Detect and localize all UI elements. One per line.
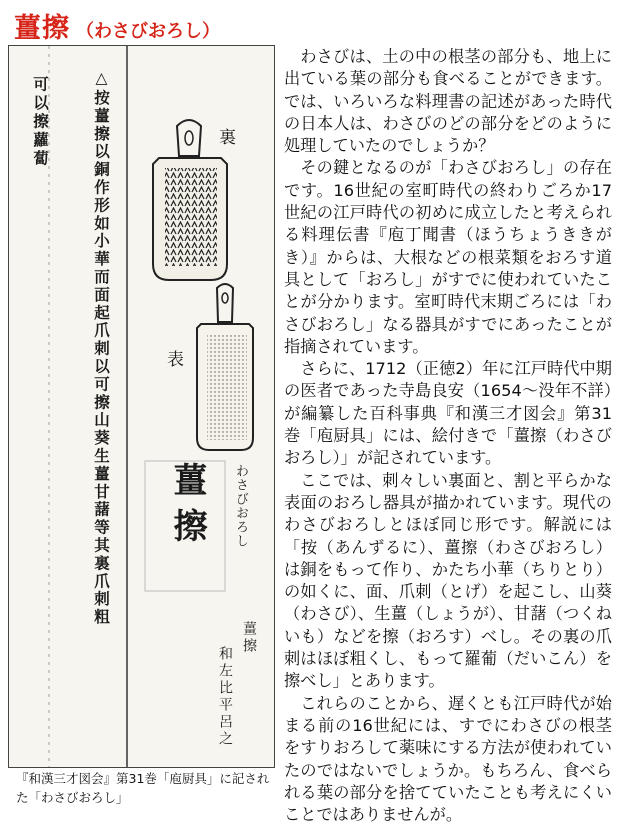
scan-dict-label: 薑擦 xyxy=(241,621,257,655)
page-title: 薑擦 xyxy=(14,13,70,44)
paragraph: その鍵となるのが「わさびおろし」の存在です。16世紀の室町時代の終わりごろか17世紀の江戸時代の初めに成立したと考えられる料理伝書『庖丁聞書（ほうちょうききがき）』からは、大根などの根菜類をおろす道具として「おろし」がすでに使われていたことが分かります。室町時代末期ごろには「わさびおろし」なる器具がすでにあったことが指摘されています。 xyxy=(284,158,612,356)
scan-text-continuation: 可以擦蘿蔔 xyxy=(31,76,50,169)
title-row xyxy=(14,6,220,46)
scan-heading: 薑擦 xyxy=(167,462,207,554)
scan-text-main: △按薑擦以銅作形如小華而面起爪刺以可擦山葵生薑甘藷等其裏爪刺粗 xyxy=(92,68,111,627)
article-body xyxy=(284,46,612,826)
scan-reading: わさびおろし xyxy=(233,464,248,548)
figure-caption: 『和漢三才図会』第31巻「庖厨具」に記された「わさびおろし」 xyxy=(16,771,270,805)
historical-scan xyxy=(8,45,275,768)
scan-dict-sub: 和左比平呂之 xyxy=(217,646,233,748)
paragraph: わさびは、土の中の根茎の部分も、地上に出ている葉の部分も食べることができます。では、いろいろな料理書の記述があった時代の日本人は、わさびのどの部分をどのように処理していたのでしょうか？ xyxy=(284,47,612,156)
scan-label-front: 表 xyxy=(163,350,183,367)
paragraph: これらのことから、遅くとも江戸時代が始まる前の16世紀には、すでにわさびの根茎をすりおろして薬味にする方法が使われていたのではないでしょうか。もちろん、食べられる葉の部分を捨てていたことも考えにくいことではありませんが。 xyxy=(284,693,612,825)
paragraph: ここでは、刺々しい裏面と、割と平らかな表面のおろし器具が描かれています。現代のわさびおろしとほぼ同じ形です。解説には「按（あんずるに）、薑擦（わさびおろし）は銅をもって作り、かたち小華（ちりとり）の如くに、面、爪刺（とげ）を起こし、山葵（わさび）、生薑（しょうが）、甘藷（つくねいも）などを擦（おろす）べし。その裏の爪刺はほぼ粗くし、もって羅葡（だいこん）を擦べし」とあります。 xyxy=(284,470,612,691)
grater-front-illustration xyxy=(197,284,253,450)
scan-label-back: 裏 xyxy=(215,128,235,145)
paragraph: さらに、1712（正徳2）年に江戸時代中期の医者であった寺島良安（1654～没年不詳）が編纂した百科事典『和漢三才図会』第31巻「庖厨具」には、絵付きで「薑擦（わさびおろし）」が記されています。 xyxy=(284,359,612,468)
page-subtitle: （わさびおろし） xyxy=(76,21,220,42)
